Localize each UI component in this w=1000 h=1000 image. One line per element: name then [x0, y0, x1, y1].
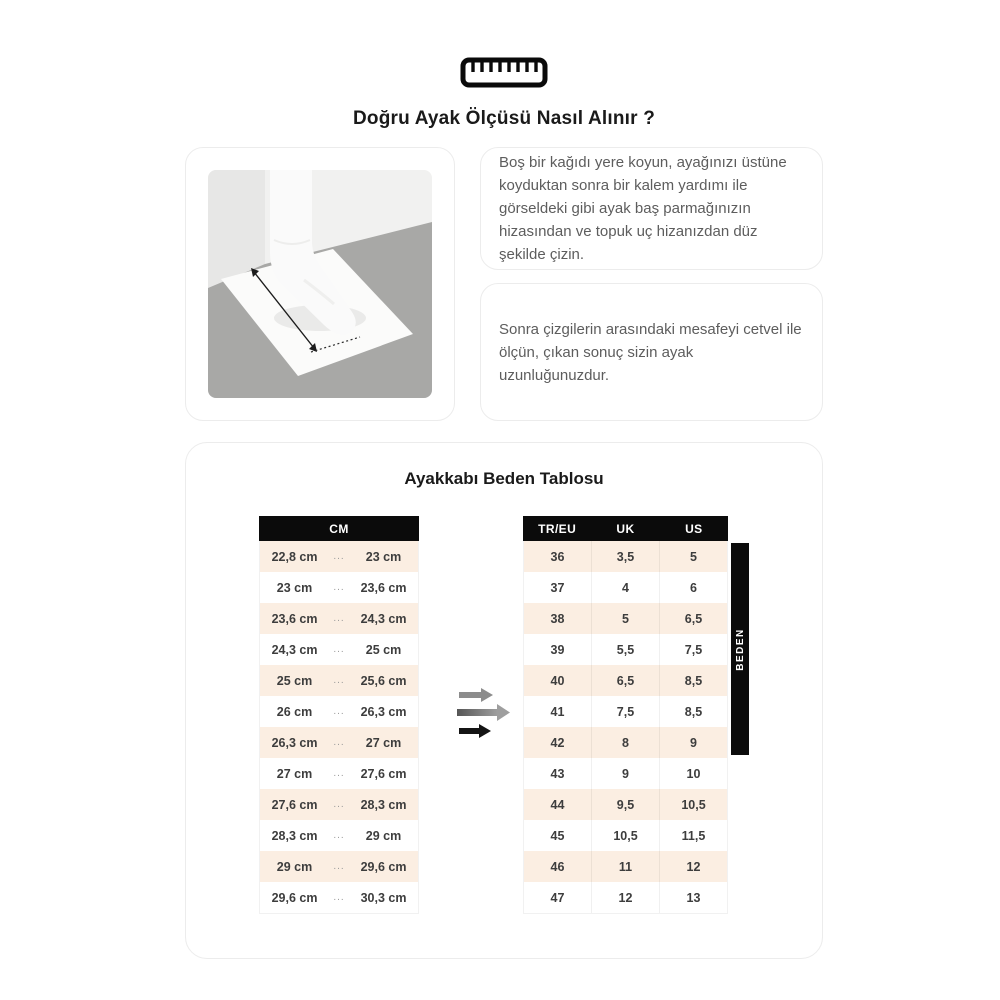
cm-range-from: 27,6 cm: [271, 797, 318, 812]
size-row: [524, 603, 727, 634]
range-separator: ...: [333, 768, 345, 779]
cm-range-to: 23,6 cm: [360, 580, 407, 595]
range-separator: ...: [333, 675, 345, 686]
instruction-step-2: [480, 283, 823, 421]
size-guide-page: [185, 0, 823, 959]
cm-range-from: 24,3 cm: [271, 642, 318, 657]
instruction-step-1-text: Boş bir kağıdı yere koyun, ayağınızı üstüne koyduktan sonra bir kalem yardımı ile görseldeki gibi ayak baş parmağınızın hizasından ve topuk uç hizanızdan düz şekilde çizin.: [499, 154, 787, 263]
size-cell: 5: [659, 541, 727, 572]
cm-range-row: [260, 541, 418, 572]
size-cell: 5: [591, 603, 659, 634]
cm-range-from: 26,3 cm: [271, 735, 318, 750]
size-col-header: US: [685, 521, 703, 536]
instruction-step-2-text: Sonra çizgilerin arasındaki mesafeyi cetvel ile ölçün, çıkan sonuç sizin ayak uzunluğunuzdur.: [499, 320, 802, 384]
size-cell: 5,5: [591, 634, 659, 665]
cm-range-row: [260, 882, 418, 913]
size-cell: 11,5: [659, 820, 727, 851]
cm-range-from: 29,6 cm: [271, 890, 318, 905]
cm-range-row: [260, 789, 418, 820]
beden-side-label-text: BEDEN: [734, 627, 746, 671]
size-cell: 10,5: [591, 820, 659, 851]
cm-range-to: 29 cm: [365, 828, 402, 843]
foot-measurement-photo: [208, 170, 432, 398]
size-cell: 7,5: [659, 634, 727, 665]
arrow-right-top: [459, 688, 493, 702]
cm-range-row: [260, 603, 418, 634]
cm-range-row: [260, 727, 418, 758]
size-col-header: UK: [616, 521, 635, 536]
size-cell: 45: [550, 828, 565, 843]
cm-range-row: [260, 758, 418, 789]
size-cell: 10: [659, 758, 727, 789]
size-cell: 4: [591, 572, 659, 603]
cm-range-row: [260, 665, 418, 696]
size-cell: 7,5: [591, 696, 659, 727]
foot-measurement-photo-card: [185, 147, 455, 421]
size-row: [524, 727, 727, 758]
size-table-card: [185, 442, 823, 959]
cm-range-from: 23,6 cm: [271, 611, 318, 626]
size-cell: 8,5: [659, 696, 727, 727]
cm-range-from: 22,8 cm: [271, 549, 318, 564]
range-separator: ...: [333, 737, 345, 748]
size-col-header: TR/EU: [538, 521, 577, 536]
size-cell: 9: [659, 727, 727, 758]
cm-range-from: 27 cm: [276, 766, 313, 781]
size-cell: 6,5: [591, 665, 659, 696]
cm-range-from: 28,3 cm: [271, 828, 318, 843]
cm-range-to: 23 cm: [365, 549, 402, 564]
cm-range-to: 27,6 cm: [360, 766, 407, 781]
cm-range-row: [260, 572, 418, 603]
size-cell: 10,5: [659, 789, 727, 820]
size-row: [524, 634, 727, 665]
range-separator: ...: [333, 644, 345, 655]
size-cell: 41: [550, 704, 565, 719]
size-cell: 12: [591, 882, 659, 913]
instruction-step-1: [480, 147, 823, 270]
cm-range-to: 24,3 cm: [360, 611, 407, 626]
cm-range-row: [260, 851, 418, 882]
size-row: [524, 851, 727, 882]
size-cell: 46: [550, 859, 565, 874]
cm-table-header: CM: [259, 516, 419, 541]
page-title: Doğru Ayak Ölçüsü Nasıl Alınır ?: [352, 108, 655, 129]
cm-range-from: 29 cm: [276, 859, 313, 874]
size-cell: 38: [550, 611, 565, 626]
cm-range-from: 23 cm: [276, 580, 313, 595]
range-separator: ...: [333, 830, 345, 841]
size-row: [524, 820, 727, 851]
size-cell: 12: [659, 851, 727, 882]
size-row: [524, 758, 727, 789]
cm-range-from: 26 cm: [276, 704, 313, 719]
range-separator: ...: [333, 861, 345, 872]
cm-range-to: 26,3 cm: [360, 704, 407, 719]
cm-range-row: [260, 820, 418, 851]
cm-table-body: [259, 541, 419, 914]
size-row: [524, 572, 727, 603]
range-separator: ...: [333, 799, 345, 810]
ruler-icon: [460, 57, 548, 88]
cm-range-to: 25,6 cm: [360, 673, 407, 688]
size-row: [524, 541, 727, 572]
size-cell: 43: [550, 766, 565, 781]
size-cell: 13: [659, 882, 727, 913]
size-row: [524, 789, 727, 820]
size-cell: 9: [591, 758, 659, 789]
conversion-arrows-icon: [455, 684, 511, 742]
size-cell: 36: [550, 549, 565, 564]
sizes-table: [523, 516, 728, 914]
size-cell: 9,5: [591, 789, 659, 820]
sizes-table-group: [523, 516, 749, 914]
cm-range-row: [260, 634, 418, 665]
beden-side-label: [731, 543, 749, 755]
sizes-table-header: [523, 516, 728, 541]
size-cell: 37: [550, 580, 565, 595]
size-cell: 40: [550, 673, 565, 688]
instruction-cards: [480, 147, 823, 421]
size-row: [524, 696, 727, 727]
cm-range-from: 25 cm: [276, 673, 313, 688]
size-cell: 42: [550, 735, 565, 750]
sizes-table-body: [523, 541, 728, 914]
range-separator: ...: [333, 551, 345, 562]
size-row: [524, 882, 727, 913]
size-cell: 11: [591, 851, 659, 882]
size-row: [524, 665, 727, 696]
size-table-title: Ayakkabı Beden Tablosu: [404, 469, 604, 488]
arrow-right-bottom: [459, 724, 491, 738]
cm-range-to: 29,6 cm: [360, 859, 407, 874]
size-cell: 8: [591, 727, 659, 758]
size-cell: 6: [659, 572, 727, 603]
size-cell: 47: [550, 890, 565, 905]
size-tables: [186, 516, 822, 914]
cm-range-to: 25 cm: [365, 642, 402, 657]
range-separator: ...: [333, 613, 345, 624]
cm-table: [259, 516, 419, 914]
size-cell: 39: [550, 642, 565, 657]
size-cell: 44: [550, 797, 565, 812]
arrow-right-middle: [457, 704, 510, 721]
range-separator: ...: [333, 892, 345, 903]
cm-range-to: 27 cm: [365, 735, 402, 750]
size-cell: 3,5: [591, 541, 659, 572]
cm-range-row: [260, 696, 418, 727]
range-separator: ...: [333, 706, 345, 717]
size-cell: 6,5: [659, 603, 727, 634]
cm-range-to: 30,3 cm: [360, 890, 407, 905]
size-cell: 8,5: [659, 665, 727, 696]
cm-range-to: 28,3 cm: [360, 797, 407, 812]
instructions-section: [185, 147, 823, 421]
range-separator: ...: [333, 582, 345, 593]
